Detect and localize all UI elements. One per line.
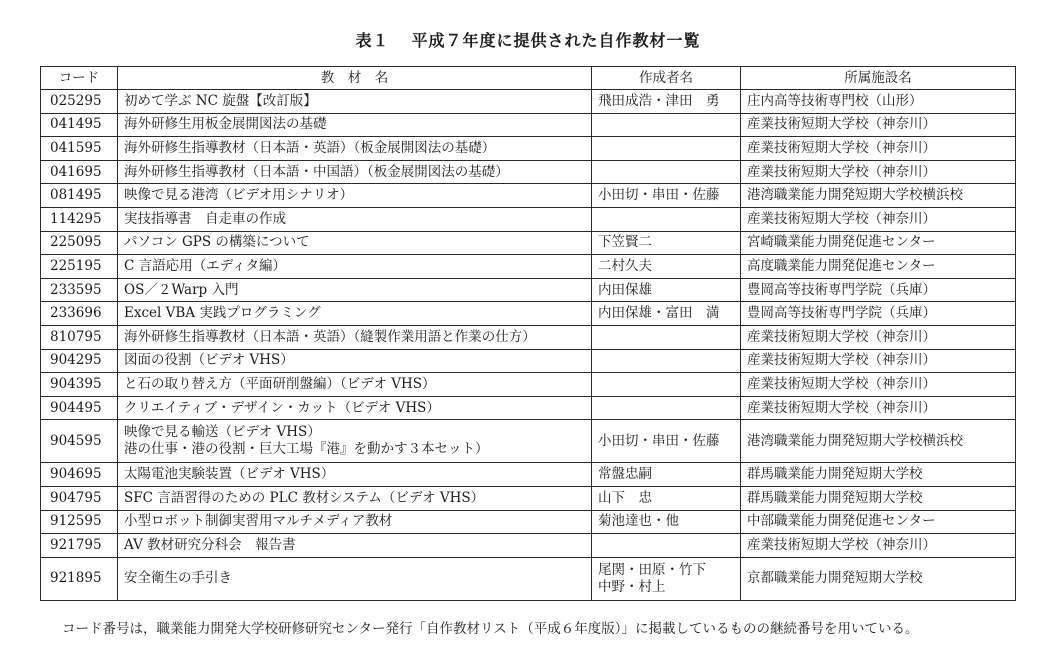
cell-name [118, 231, 592, 255]
cell-author-line: 山下 忠 [598, 489, 652, 506]
table-title [0, 28, 1056, 51]
cell-facility: 産業技術短期大学校（神奈川） [741, 534, 1016, 558]
cell-author [592, 113, 741, 137]
cell-facility: 産業技術短期大学校（神奈川） [741, 349, 1016, 373]
cell-facility: 豊岡高等技術専門学院（兵庫） [741, 302, 1016, 326]
cell-code: 912595 [41, 510, 118, 534]
footnote: コード番号は，職業能力開発大学校研修研究センター発行「自作教材リスト（平成６年度版）」に掲載しているものの継続番号を用いている。 [62, 621, 919, 637]
table-row [41, 486, 1016, 510]
table-row [41, 113, 1016, 137]
cell-code: 041595 [41, 137, 118, 161]
cell-facility: 産業技術短期大学校（神奈川） [741, 160, 1016, 184]
cell-name [118, 184, 592, 208]
cell-facility: 群馬職業能力開発短期大学校 [741, 486, 1016, 510]
cell-author [592, 510, 741, 534]
table-row [41, 160, 1016, 184]
cell-name [118, 486, 592, 510]
cell-code: 081495 [41, 184, 118, 208]
cell-name-line: 図面の役割（ビデオ VHS） [124, 352, 294, 369]
cell-name [118, 160, 592, 184]
cell-name-line: 海外研修生指導教材（日本語・英語）（縫製作業用語と作業の仕方） [124, 328, 536, 345]
cell-author [592, 302, 741, 326]
cell-code: 904395 [41, 373, 118, 397]
table-row [41, 325, 1016, 349]
cell-code: 025295 [41, 90, 118, 114]
cell-name-line: 太陽電池実験装置（ビデオ VHS） [124, 466, 335, 483]
table-row [41, 510, 1016, 534]
cell-name [118, 325, 592, 349]
cell-author-line: 内田保雄・富田 満 [598, 305, 720, 322]
cell-author-line: 常盤忠嗣 [598, 466, 652, 483]
cell-name [118, 113, 592, 137]
cell-code: 921795 [41, 534, 118, 558]
cell-facility: 中部職業能力開発促進センター [741, 510, 1016, 534]
header-facility: 所属施設名 [741, 67, 1016, 90]
cell-name-line: 映像で見る港湾（ビデオ用シナリオ） [124, 187, 354, 204]
cell-name-line: 実技指導書 自走車の作成 [124, 210, 286, 227]
cell-author-line: 飛田成浩・津田 勇 [598, 92, 720, 109]
cell-author [592, 534, 741, 558]
table-row [41, 396, 1016, 420]
cell-code: 225195 [41, 255, 118, 279]
cell-facility: 産業技術短期大学校（神奈川） [741, 325, 1016, 349]
cell-name [118, 207, 592, 231]
cell-author [592, 184, 741, 208]
table-row [41, 231, 1016, 255]
cell-facility: 高度職業能力開発促進センター [741, 255, 1016, 279]
cell-name-line: AV 教材研究分科会 報告書 [124, 536, 296, 553]
cell-code: 904295 [41, 349, 118, 373]
cell-author [592, 207, 741, 231]
cell-author [592, 231, 741, 255]
cell-author-line: 小田切・串田・佐藤 [598, 432, 720, 449]
cell-author [592, 557, 741, 600]
table-row [41, 420, 1016, 463]
cell-name-line: SFC 言語習得のための PLC 教材システム（ビデオ VHS） [124, 489, 485, 506]
cell-author-line: 菊池達也・他 [598, 513, 679, 530]
cell-facility: 宮崎職業能力開発促進センター [741, 231, 1016, 255]
table-row [41, 557, 1016, 600]
cell-name [118, 349, 592, 373]
cell-facility: 産業技術短期大学校（神奈川） [741, 207, 1016, 231]
cell-author [592, 325, 741, 349]
cell-code: 114295 [41, 207, 118, 231]
cell-facility: 港湾職業能力開発短期大学校横浜校 [741, 184, 1016, 208]
cell-code: 904795 [41, 486, 118, 510]
cell-name [118, 396, 592, 420]
materials-table [40, 66, 1016, 601]
cell-name-line: 小型ロボット制御実習用マルチメディア教材 [124, 513, 393, 530]
table-row [41, 349, 1016, 373]
cell-author-line: 二村久夫 [598, 257, 652, 274]
cell-author-line: 小田切・串田・佐藤 [598, 187, 720, 204]
cell-code: 041495 [41, 113, 118, 137]
cell-name [118, 534, 592, 558]
cell-author-line: 中野・村上 [598, 578, 666, 595]
cell-author [592, 278, 741, 302]
table-row [41, 278, 1016, 302]
cell-code: 904595 [41, 420, 118, 463]
cell-code: 904495 [41, 396, 118, 420]
cell-author [592, 160, 741, 184]
cell-name [118, 302, 592, 326]
cell-name-line: Excel VBA 実践プログラミング [124, 305, 321, 322]
cell-name [118, 137, 592, 161]
cell-facility: 京都職業能力開発短期大学校 [741, 557, 1016, 600]
cell-facility: 産業技術短期大学校（神奈川） [741, 113, 1016, 137]
cell-name-line: 初めて学ぶ NC 旋盤【改訂版】 [124, 92, 317, 109]
cell-name [118, 463, 592, 487]
cell-name [118, 557, 592, 600]
cell-name-line: 海外研修生指導教材（日本語・英語）（板金展開図法の基礎） [124, 139, 496, 156]
table-row [41, 463, 1016, 487]
cell-author [592, 486, 741, 510]
cell-author [592, 255, 741, 279]
cell-code: 225095 [41, 231, 118, 255]
table-body [41, 90, 1016, 601]
cell-name [118, 420, 592, 463]
cell-code: 233595 [41, 278, 118, 302]
cell-name [118, 278, 592, 302]
cell-name-line: 安全衛生の手引き [124, 570, 232, 587]
table-row [41, 255, 1016, 279]
cell-name [118, 90, 592, 114]
cell-author [592, 396, 741, 420]
cell-code: 904695 [41, 463, 118, 487]
table-row [41, 207, 1016, 231]
cell-name-line: OS／２Warp 入門 [124, 281, 239, 298]
cell-name-line: と石の取り替え方（平面研削盤編）（ビデオ VHS） [124, 375, 436, 392]
cell-facility: 港湾職業能力開発短期大学校横浜校 [741, 420, 1016, 463]
cell-code: 921895 [41, 557, 118, 600]
header-code: コード [41, 67, 118, 90]
cell-name-line: C 言語応用（エディタ編） [124, 257, 287, 274]
cell-name [118, 255, 592, 279]
header-name: 教 材 名 [118, 67, 592, 90]
table-row [41, 90, 1016, 114]
cell-author [592, 137, 741, 161]
cell-author-line: 尾関・田原・竹下 [598, 561, 706, 578]
cell-author [592, 420, 741, 463]
table-row [41, 302, 1016, 326]
cell-name-line: 海外研修生用板金展開図法の基礎 [124, 116, 327, 133]
cell-facility: 群馬職業能力開発短期大学校 [741, 463, 1016, 487]
cell-author [592, 373, 741, 397]
cell-author [592, 463, 741, 487]
table-caption: 平成７年度に提供された自作教材一覧 [411, 31, 701, 50]
cell-author-line: 下笠賢二 [598, 234, 652, 251]
header-author: 作成者名 [592, 67, 741, 90]
cell-name-line: クリエイティブ・デザイン・カット（ビデオ VHS） [124, 399, 440, 416]
table-number: 表１ [355, 31, 390, 50]
cell-facility: 産業技術短期大学校（神奈川） [741, 137, 1016, 161]
cell-name-line: 映像で見る輸送（ビデオ VHS） [124, 424, 321, 441]
cell-facility: 産業技術短期大学校（神奈川） [741, 373, 1016, 397]
cell-facility: 産業技術短期大学校（神奈川） [741, 396, 1016, 420]
table-row [41, 184, 1016, 208]
table-row [41, 534, 1016, 558]
cell-code: 233696 [41, 302, 118, 326]
table-row [41, 373, 1016, 397]
cell-name [118, 373, 592, 397]
cell-name [118, 510, 592, 534]
cell-name-line: 港の仕事・港の役割・巨大工場『港』を動かす３本セット） [124, 441, 489, 458]
cell-author-line: 内田保雄 [598, 281, 652, 298]
cell-author [592, 90, 741, 114]
cell-facility: 豊岡高等技術専門学院（兵庫） [741, 278, 1016, 302]
cell-name-line: パソコン GPS の構築について [124, 234, 310, 251]
cell-name-line: 海外研修生指導教材（日本語・中国語）（板金展開図法の基礎） [124, 163, 509, 180]
cell-facility: 庄内高等技術専門校（山形） [741, 90, 1016, 114]
cell-code: 041695 [41, 160, 118, 184]
cell-code: 810795 [41, 325, 118, 349]
table-row [41, 137, 1016, 161]
table-header-row [41, 67, 1016, 90]
cell-author [592, 349, 741, 373]
